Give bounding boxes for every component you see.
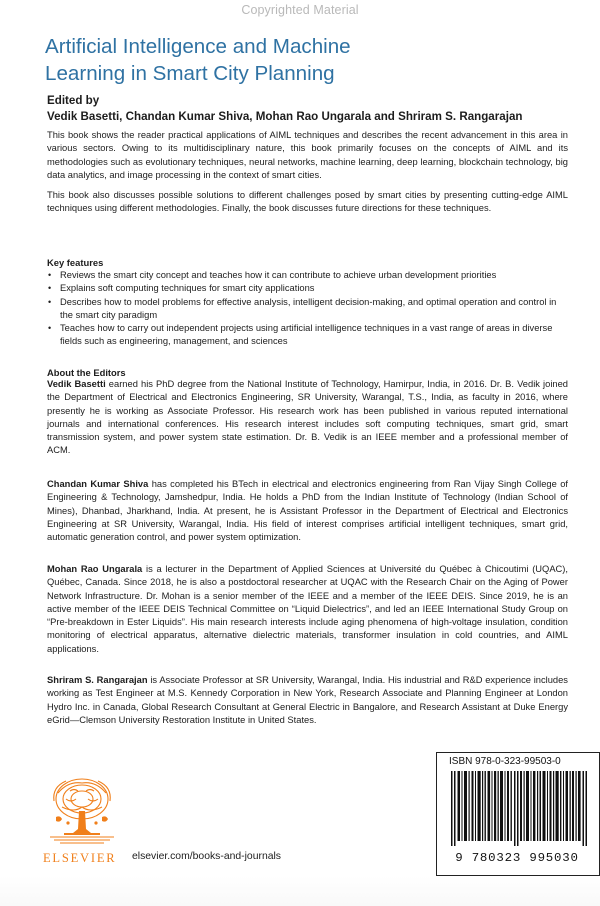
- feature-text: Explains soft computing techniques for smart city applications: [60, 283, 315, 294]
- bio-name: Mohan Rao Ungarala: [47, 564, 143, 574]
- bio-text: has completed his BTech in electrical and electronics engineering from Ran Vijay Singh College of Engineering & Technology, Jamshedpur, India. He holds a PhD from the Indian Institute of Technology (Indian School of Mines), Dhanbad, Jharkhand, India. At present, he is Assistant Professor in the Department of Electrical and Electronics Engineering at SR University, Warangal, India. His field of interest comprises artificial intelligent techniques, smart grid, automatic generation control, and power system optimization.: [47, 479, 568, 543]
- feature-text: Describes how to model problems for effective analysis, intelligent decision-making, and optimal operation and control in the smart city paradigm: [60, 296, 557, 320]
- key-features-list: [47, 269, 568, 349]
- list-item: [47, 322, 568, 349]
- list-item: [47, 282, 568, 295]
- publisher-name: ELSEVIER: [43, 851, 117, 865]
- feature-text: Teaches how to carry out independent projects using artificial intelligence techniques in a vast range of areas in diverse fields such as engineering, management, and sciences: [60, 323, 553, 347]
- bio-paragraph: [47, 674, 568, 727]
- publisher-url[interactable]: elsevier.com/books-and-journals: [132, 851, 282, 862]
- barcode-icon: [451, 771, 588, 846]
- title-line-2: Learning in Smart City Planning: [45, 62, 335, 85]
- barcode-digits: 9 780323 995030: [455, 851, 579, 865]
- page-shadow: [0, 876, 600, 906]
- bullet-icon: •: [48, 296, 52, 307]
- editors-list: Vedik Basetti, Chandan Kumar Shiva, Mohan Rao Ungarala and Shriram S. Rangarajan: [47, 110, 523, 123]
- bio-name: Vedik Basetti: [47, 379, 106, 389]
- intro-paragraph-1: This book shows the reader practical applications of AIML techniques and describes the recent advancement in this area in various sectors. Owing to its multidisciplinary nature, this book primarily focuses on the concepts of AIML and its methodologies such as evolutionary techniques, neural networks, machine learning, deep learning, blockchain technology, big data analytics, and image processing in the context of smart cities.: [47, 130, 568, 180]
- intro-paragraph-2: This book also discusses possible solutions to different challenges posed by smart cities by presenting cutting-edge AIML techniques using different methodologies. Finally, the book discusses future directions for these techniques.: [47, 190, 568, 214]
- book-title: [45, 33, 565, 87]
- key-features-heading: Key features: [47, 257, 104, 268]
- bio-text: is a lecturer in the Department of Applied Sciences at Université du Québec à Chicoutimi (UQAC), Québec, Canada. Since 2018, he is also a postdoctoral researcher at UQAC with the Research Chair on the Aging of Power Network Infrastructure. Dr. Mohan is a senior member of the IEEE and a member of the IEEE DEIS. Since 2019, he is an active member of the IEEE DEIS Technical Committee on “Liquid Dielectrics”, and led an IEEE International Study Group on “Pre-breakdown in Ester Liquids”. His main research interests include aging phenomena of high-voltage insulation, condition monitoring of electrical apparatus, alternative dielectric materials, transformer insulation in cold countries, and AIML applications.: [47, 564, 569, 654]
- feature-text: Reviews the smart city concept and teaches how it can contribute to achieve urban development priorities: [60, 270, 497, 280]
- bio-paragraph: [47, 563, 568, 656]
- bio-paragraph: [47, 378, 568, 458]
- isbn-label: ISBN 978-0-323-99503-0: [449, 756, 561, 767]
- bio-text: earned his PhD degree from the National Institute of Technology, Hamirpur, India, in 2016. Dr. B. Vedik joined the Department of Electrical and Electronics Engineering, SR University, Warangal, T.S., India, as faculty in 2016, where presently he is working as Associate Professor. His research work has been published in various reputed international journals and international conferences. His research interest includes soft computing techniques, smart grid, smart transmission system, and power system state estimation. Dr. B. Vedik is an IEEE member and a professional member of ACM.: [47, 379, 568, 456]
- bio-paragraph: [47, 478, 568, 544]
- bullet-icon: •: [48, 270, 52, 280]
- bio-name: Chandan Kumar Shiva: [47, 479, 149, 489]
- list-item: [47, 269, 568, 282]
- watermark: Copyrighted Material: [241, 3, 359, 17]
- bio-text: is Associate Professor at SR University, Warangal, India. His industrial and R&D experience includes working as Test Engineer at M.S. Kennedy Corporation in New York, Research Associate and Planning Engineer at London Hydro Inc. in Canada, Global Research Consultant at General Electric in Bangalore, and Research Assistant at Duke Energy eGrid—Clemson University Restoration Institute in United States.: [47, 675, 568, 725]
- edited-by-label: Edited by: [47, 94, 100, 107]
- title-line-1: Artificial Intelligence and Machine: [45, 35, 351, 58]
- list-item: [47, 296, 568, 323]
- bullet-icon: •: [48, 283, 52, 294]
- bullet-icon: •: [48, 323, 52, 334]
- elsevier-tree-logo-icon: [44, 773, 120, 863]
- bio-name: Shriram S. Rangarajan: [47, 675, 148, 685]
- about-editors-heading: About the Editors: [47, 367, 126, 378]
